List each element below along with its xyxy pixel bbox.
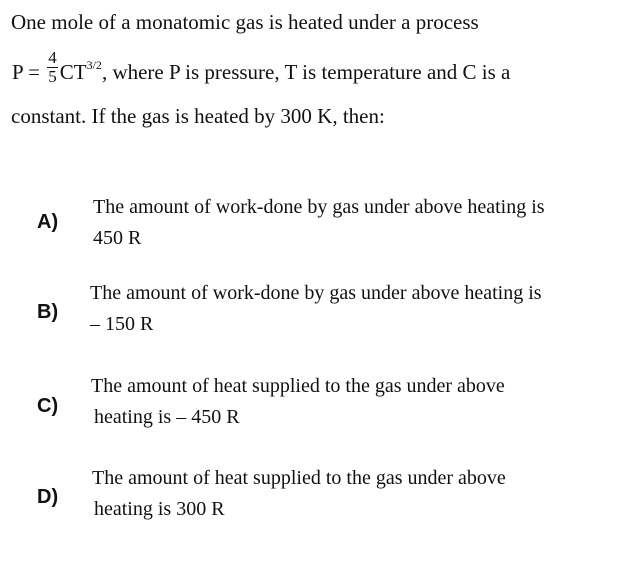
question-line-3: constant. If the gas is heated by 300 K, then: xyxy=(11,104,385,128)
option-d-line-1: The amount of heat supplied to the gas under above xyxy=(92,467,506,489)
option-b-line-1: The amount of work-done by gas under above heating is xyxy=(90,282,542,304)
option-c-text xyxy=(91,371,505,433)
option-c-line-2: heating is – 450 R xyxy=(94,406,240,428)
fraction xyxy=(47,49,58,86)
option-d-line-2: heating is 300 R xyxy=(94,498,225,520)
pressure-symbol: P = xyxy=(12,60,40,84)
fraction-denominator: 5 xyxy=(48,66,57,86)
question-line-2-rest: , where P is pressure, T is temperature and C is a xyxy=(101,60,511,84)
question-line-1: One mole of a monatomic gas is heated under a process xyxy=(11,10,479,34)
option-d-text xyxy=(92,463,506,525)
exponent: 3/2 xyxy=(86,58,102,72)
option-a-text xyxy=(93,192,545,254)
option-c-line-1: The amount of heat supplied to the gas under above xyxy=(91,375,505,397)
option-b-text xyxy=(90,278,542,340)
option-a-letter: A) xyxy=(37,211,59,233)
option-b-letter: B) xyxy=(37,301,59,323)
option-c-letter: C) xyxy=(37,395,59,417)
option-a-line-2: 450 R xyxy=(93,227,142,249)
option-a-line-1: The amount of work-done by gas under above heating is xyxy=(93,196,545,218)
question-line-2 xyxy=(12,47,511,88)
option-d-letter: D) xyxy=(37,486,59,508)
option-b-line-2: – 150 R xyxy=(90,313,154,335)
fraction-numerator: 4 xyxy=(48,47,57,67)
ct-term: CT xyxy=(59,60,87,84)
